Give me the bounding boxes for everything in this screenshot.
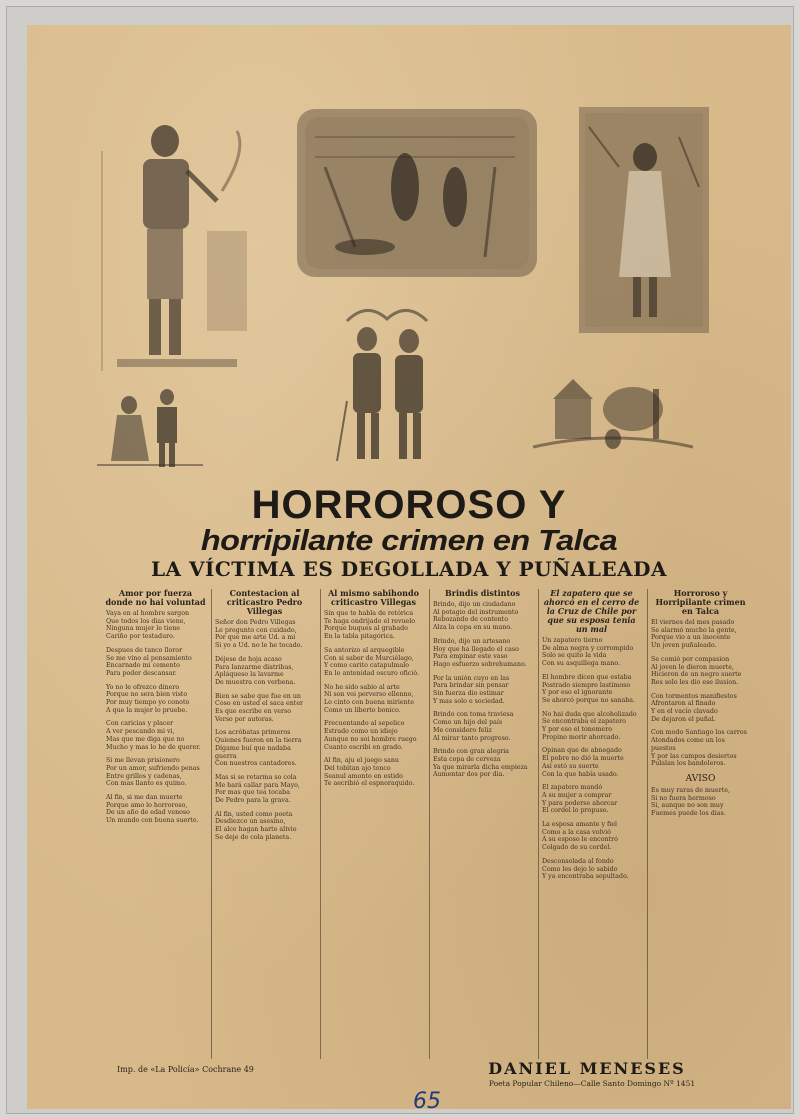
headline-victim: LA VÍCTIMA ES DEGOLLADA Y PUÑALEADA [150,557,668,581]
poem-verse: Un zapatero tierno De alma negra y corrompido Solo se quito la vida Con su asquillega mano. [542,637,634,668]
poem-verse: Por la unión cuyo en las Para brindar sin pensar Sin fuerza dio estimar Y mas solo e sociedad. [433,674,510,705]
poem-column-4 [429,589,535,1059]
poem-verse: Brindo, dijo un ciudadano Al potagio del instrumento Rebozando de contento Alza la copa en su mano. [433,601,519,632]
poem-heading: Contestacion al criticastro Pedro Villegas [226,589,303,616]
poem-heading: Horroroso y Horripilante crimen en Talca [655,589,746,616]
mount-board [6,6,794,1114]
poem-verse: No he sido sabio al arte Ni son voi perverso ellenno, Lo cinto con buena miriente Como un líberto bonico. [324,683,414,714]
poem-heading: Brindis distintos [445,589,520,598]
poem-verse: El zapatero mandó A su mujer a comprar Y para poderse ahorcar El cordel lo propuso. [542,784,618,815]
poem-verse: Desconsolada al fondo Como les dejo lo sabido Y ya encontraba sepultado. [542,857,629,881]
poem-verse: El viernes del mes pasado Se alarmó mucho la gente, Porque vio a un inocente Un joven puñaleado. [651,619,737,650]
poem-verse: Despues de tanco lloror Se me vino al pensamiento Encarnado mi cemento Para poder descansar. [106,646,192,677]
poem-verse: No hai duda que alcoholizado Se encontraba el zapatero Y por eso el tonemero Propino morir ahorcado. [542,710,637,741]
poem-verse: Mas si se retarma so cola Me hará callar para Mayo, Por mas que tea tocaba De Pedro para la grava. [215,773,300,805]
illustration-village-scene [533,369,693,461]
poem-column-2 [211,589,317,1059]
poem-verse: Sin que te habla de retórica Te haga ondrijado el revuelo Porque buques al grabado En la tabla pitagórica. [324,610,416,641]
author-address: Poeta Popular Chileno—Calle Santo Domingo Nº 1451 [488,1079,696,1088]
poem-verse: Con tormentos manifiestos Afrontaron al finado Y en el vacío clavado De dejaron el puñal. [651,692,737,723]
illustration-woman-standing [579,107,709,333]
poem-verse: Se comió por compasion Al joven le dieron muerte, Hicieron de un negro suerte Res solo les dio ese ilusion. [651,655,742,686]
poem-verse: Los acróbatas primeros Quienes fueron en la tierra Dígame buí que nadaba guerra Con nuestros cantadores. [215,729,302,768]
headline-main: HORROROSO Y [251,483,567,527]
poem-verse: Opinan que de abnegado El pobre no dió la muerte Así estó su suerte Con la que había usado. [542,747,624,778]
poem-column-5 [538,589,644,1059]
poem-verse: Frecuentando al sepelico Estrado como un idiejo Aunque no soi hombre ruego Cuanto escribi en grado. [324,720,417,751]
poem-column-6 [647,589,753,1059]
poem-verse: Brindo con gran alegria Esta copa de cerveza Ya que mirarla dicha empieza Aumentar dos por dia. [433,748,528,779]
printer-imprint: Imp. de «La Policía» Cochrane 49 [117,1065,254,1074]
poem-verse: Al fin, si me dan muerte Porque amo lo horroroso, De un año de edad venoso Un mundo con buena suerte. [106,794,199,825]
poem-verse: Brindo, dijo un artesano Hoy que ha llegado el caso Para empinar este vaso Hago esfuerzo sobrehumano. [433,637,527,668]
poem-column-3 [320,589,426,1059]
poem-verse: Yo no le ofrezco dinero Porque no sera bien visto Por muy tiempo yo conoto A que la mujer lo pruebe. [106,683,190,714]
poem-heading: Amor por fuerza donde no hai voluntad [105,589,206,607]
poem-verse: Con modo Santiago los carros Atondados come un los puestos Y por las campos desiertos Pulalan los bandoleros. [651,729,747,768]
poem-heading: Al mismo sabihondo criticastro Villegas [328,589,419,607]
broadside-sheet [27,25,791,1109]
poem-columns [103,589,753,1059]
poem-verse: Es muy raras de muerte, Si no fuera hermoso Si, aunque no son muy Fuemes puede los dias. [651,786,730,818]
poem-verse: Al fin, usted como poeta Desdiezco un asesino, El alce hagan harto alivio Se deje de cola planeta. [215,810,297,841]
poem-verse: El hombre dicen que estaba Postrado siempre lastimoso Y por eso el ignorante Se ahorcó porque no sanaba. [542,673,636,704]
poem-verse: Sa antorizo al arquegible Con si saber de Murciélago, Y como carito catapulmalo En lo antenidad oscuro ofició. [324,646,420,677]
poem-verse: Bien se sabe que fue en un Coso en usted el saca enter Es que escribe en verso Verso por autoras. [215,692,304,723]
illustration-couple-small [97,375,203,471]
poem-verse: Si me llevan prisionero Por un amor, sufriendo penas Entre grillos y cadenas, Con mas llanto es quimo. [106,757,200,788]
poem-verse: Vaya en al hombre sargon Que todos los dias viene, Ninguna mujer le tiene Cariño por testaduro. [106,610,190,641]
poem-verse: Al fin, aju el juego sanu Del tobitan ajo tonco Seanul amonto en estido Te aecribió el espnoraquido. [324,757,415,788]
poem-verse: Brindo con toma traviesa Como un hijo del país Me considero feliz Al mirar tanto progreso. [433,711,514,742]
headline-sub: horripilante crimen en Talca [200,525,618,557]
poem-verse: Déjese de hoja acaso Para lanzarme diatribas, Apláqueso la lavarme De muestra con verbena. [215,655,296,686]
poem-verse: Señor don Pedro Villegas Le pregunto con cuidado, Por que me arte Ud. a mi Si yo a Ud. no le he tocado. [215,619,303,650]
notice-label: AVISO [685,773,716,784]
poem-verse: La esposa amante y fiel Como a la casa volvió A su esposo le encontró Colgado de su cordel. [542,821,618,852]
illustration-fight-scene [295,107,539,279]
poem-heading: El zapatero que se ahorcó en el cerro de la Cruz de Chile por que su esposa tenia un mal [543,589,640,634]
author-name: DANIEL MENESES [488,1059,686,1078]
handwritten-number: 65 [413,1089,441,1109]
poem-column-1 [103,589,208,1059]
poem-verse: Con caricias y placer A ver pescando mi vi, Mas que me diga que no Mucho y mas lo he de querer. [106,720,201,751]
illustration-two-men [327,301,457,469]
illustration-man-standing [97,111,257,373]
